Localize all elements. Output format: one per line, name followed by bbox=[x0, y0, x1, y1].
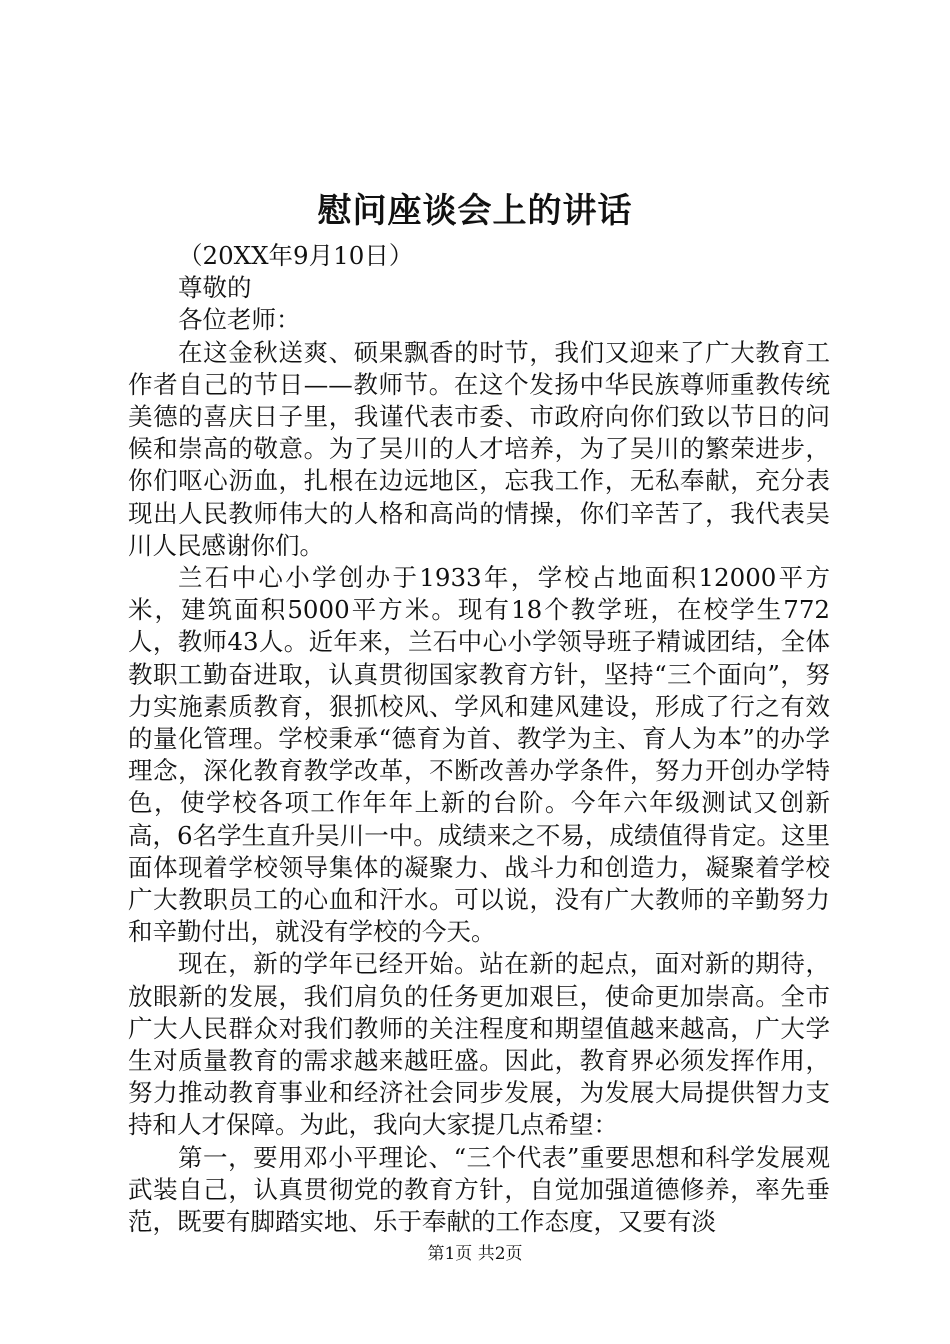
page-footer: 第1页 共2页 bbox=[427, 1244, 523, 1264]
document-body bbox=[128, 240, 830, 1238]
date-line: （20XX年9月10日） bbox=[178, 241, 414, 270]
document-title: 慰问座谈会上的讲话 bbox=[317, 191, 633, 231]
paragraph-4: 第一，要用邓小平理论、“三个代表”重要思想和科学发展观武装自己，认真贯彻党的教育方针，自觉加强道德修养，率先垂范，既要有脚踏实地、乐于奉献的工作态度，又要有淡 bbox=[128, 1142, 830, 1237]
paragraph-3: 现在，新的学年已经开始。站在新的起点，面对新的期待，放眼新的发展，我们肩负的任务更加艰巨，使命更加崇高。全市广大人民群众对我们教师的关注程度和期望值越来越高，广大学生对质量教育的需求越来越旺盛。因此，教育界必须发挥作用，努力推动教育事业和经济社会同步发展，为发展大局提供智力支持和人才保障。为此，我向大家提几点希望： bbox=[128, 949, 830, 1140]
salutation-line-2: 各位老师： bbox=[178, 305, 301, 335]
salutation-line-1: 尊敬的 bbox=[178, 273, 252, 303]
paragraph-1: 在这金秋送爽、硕果飘香的时节，我们又迎来了广大教育工作者自己的节日——教师节。在这个发扬中华民族尊师重教传统美德的喜庆日子里，我谨代表市委、市政府向你们致以节日的问候和崇高的敬意。为了吴川的人才培养，为了吴川的繁荣进步，你们呕心沥血，扎根在边远地区，忘我工作，无私奉献，充分表现出人民教师伟大的人格和高尚的情操，你们辛苦了，我代表吴川人民感谢你们。 bbox=[128, 337, 830, 560]
paragraph-2: 兰石中心小学创办于1933年，学校占地面积12000平方米，建筑面积5000平方米。现有18个教学班，在校学生772人，教师43人。近年来，兰石中心小学领导班子精诚团结，全体教职工勤奋进取，认真贯彻国家教育方针，坚持“三个面向”，努力实施素质教育，狠抓校风、学风和建风建设，形成了行之有效的量化管理。学校秉承“德育为首、教学为主、育人为本”的办学理念，深化教育教学改革，不断改善办学条件，努力开创办学特色，使学校各项工作年年上新的台阶。今年六年级测试又创新高，6名学生直升吴川一中。成绩来之不易，成绩值得肯定。这里面体现着学校领导集体的凝聚力、战斗力和创造力，凝聚着学校广大教职员工的心血和汗水。可以说，没有广大教师的辛勤努力和辛勤付出，就没有学校的今天。 bbox=[128, 563, 830, 947]
